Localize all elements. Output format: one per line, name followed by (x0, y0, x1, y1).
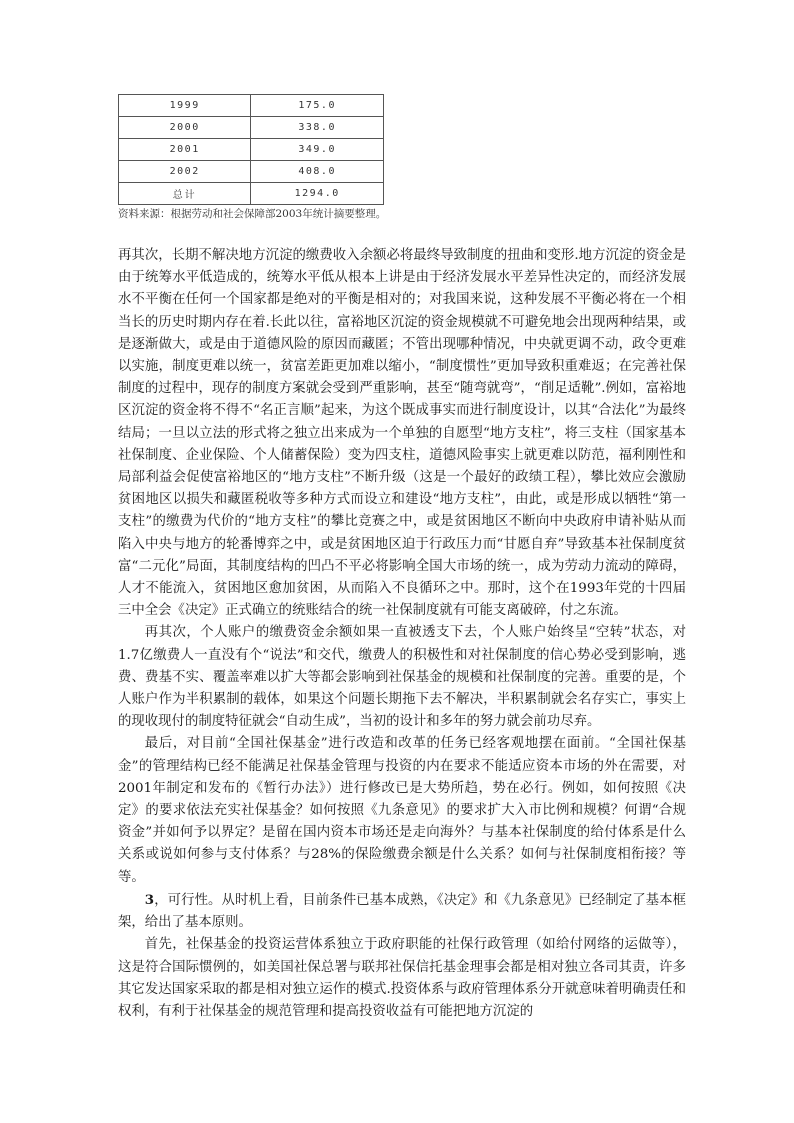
table-cell-value: 408.0 (251, 161, 384, 183)
table-cell-year: 2000 (119, 117, 251, 139)
table-cell-year: 2002 (119, 161, 251, 183)
table-cell-total-value: 1294.0 (251, 183, 384, 205)
paragraph-1: 再其次，长期不解决地方沉淀的缴费收入余额必将最终导致制度的扭曲和变形.地方沉淀的资金是由于统筹水平低造成的，统筹水平低从根本上讲是由于经济发展水平差异性决定的，而经济发展水不平衡在任何一个国家都是绝对的平衡是相对的；对我国来说，这种发展不平衡必将在一个相当长的历史时期内存在着.长此以往，富裕地区沉淀的资金规模就不可避免地会出现两种结果，或是逐渐做大，或是由于道德风险的原因而藏匿；不管出现哪种情况，中央就更调不动，政令更难以实施，制度更难以统一，贫富差距更加难以缩小，“制度惯性”更加导致积重难返；在完善社保制度的过程中，现存的制度方案就会受到严重影响，甚至“随弯就弯”，“削足适靴”.例如，富裕地区沉淀的资金将不得不“名正言顺”起来，为这个既成事实而进行制度设计，以其“合法化”为最终结局；一旦以立法的形式将之独立出来成为一个单独的自愿型“地方支柱”，将三支柱（国家基本社保制度、企业保险、个人储蓄保险）变为四支柱，道德风险事实上就更难以防范，福利刚性和局部利益会促使富裕地区的“地方支柱”不断升级（这是一个最好的政绩工程），攀比效应会激励贫困地区以损失和藏匿税收等多种方式而设立和建设“地方支柱”，由此，或是形成以牺牲“第一支柱”的缴费为代价的“地方支柱”的攀比竞赛之中，或是贫困地区不断向中央政府申请补贴从而陷入中央与地方的轮番博弈之中，或是贫困地区迫于行政压力而“甘愿自弃”导致基本社保制度贫富“二元化”局面，其制度结构的凹凸不平必将影响全国大市场的统一，成为劳动力流动的障碍，人才不能流入，贫困地区愈加贫困，从而陷入不良循环之中。那时，这个在1993年党的十四届三中全会《决定》正式确立的统账结合的统一社保制度就有可能支离破碎，付之东流。 (118, 248, 686, 619)
paragraph-4 (118, 889, 686, 934)
paragraph-3: 最后，对目前“全国社保基金”进行改造和改革的任务已经客观地摆在面前。“全国社保基金”的管理结构已经不能满足社保基金管理与投资的内在要求不能适应资本市场的外在需要，对2001年制定和发布的《暂行办法》）进行修改已是大势所趋，势在必行。例如，如何按照《决定》的要求依法充实社保基金？如何按照《九条意见》的要求扩大入市比例和规模？何谓“合规资金”并如何予以界定？是留在国内资本市场还是走向海外？与基本社保制度的给付体系是什么关系或说如何参与支付体系？与28%的保险缴费余额是什么关系？如何与社保制度相衔接？等等。 (118, 736, 686, 885)
table-cell-value: 338.0 (251, 117, 384, 139)
table-row (119, 117, 384, 139)
table-cell-year: 2001 (119, 139, 251, 161)
table-cell-value: 349.0 (251, 139, 384, 161)
statistics-table (118, 94, 384, 205)
paragraph-2: 再其次，个人账户的缴费资金余额如果一直被透支下去，个人账户始终呈“空转”状态，对1.7亿缴费人一直没有个“说法”和交代，缴费人的积极性和对社保制度的信心势必受到影响，逃费、费基不实、覆盖率难以扩大等都会影响到社保基金的规模和社保制度的完善。重要的是，个人账户作为半积累制的载体，如果这个问题长期拖下去不解决，半积累制就会名存实亡，事实上的现收现付的制度特征就会“自动生成”，当初的设计和多年的努力就会前功尽弃。 (118, 625, 686, 730)
table-row (119, 139, 384, 161)
body-text (118, 245, 686, 1023)
source-note: 资料来源：根据劳动和社会保障部2003年统计摘要整理。 (118, 208, 387, 220)
section-number: 3 (144, 891, 155, 908)
table-row (119, 161, 384, 183)
table-cell-value: 175.0 (251, 95, 384, 117)
table-row-total (119, 183, 384, 205)
table-cell-total-label: 总计 (119, 183, 251, 205)
paragraph-5: 首先，社保基金的投资运营体系独立于政府职能的社保行政管理（如给付网络的运做等），这是符合国际惯例的，如美国社保总署与联邦社保信托基金理事会都是相对独立各司其责，许多其它发达国家采取的都是相对独立运作的模式.投资体系与政府管理体系分开就意味着明确责任和权利，有利于社保基金的规范管理和提高投资收益有可能把地方沉淀的 (118, 937, 686, 1019)
table-row (119, 95, 384, 117)
table-cell-year: 1999 (119, 95, 251, 117)
paragraph-4-text: ，可行性。从时机上看，目前条件已基本成熟，《决定》和《九条意见》已经制定了基本框架，给出了基本原则。 (118, 892, 686, 931)
